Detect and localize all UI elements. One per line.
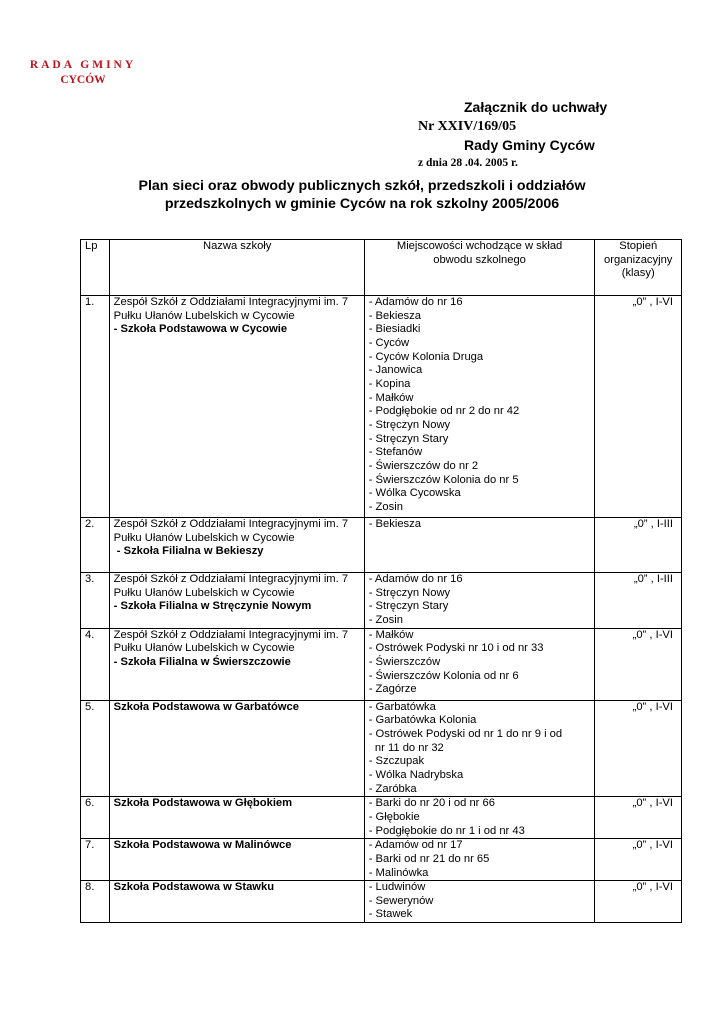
header-school-name: Nazwa szkoły: [109, 240, 364, 296]
locality-item: - Ostrówek Podyski nr 10 i od nr 33: [368, 642, 544, 655]
row-school-name: [109, 881, 364, 923]
row-lp: 2.: [81, 518, 110, 573]
school-name-bold: Szkoła Podstawowa w Głębokiem: [113, 797, 293, 810]
locality-item: - Bekiesza: [368, 309, 421, 322]
header-degree: [595, 240, 682, 296]
locality-item: - Głębokie: [368, 810, 420, 823]
locality-item: - Adamów od nr 17: [368, 839, 463, 852]
school-name-bold: Szkoła Podstawowa w Malinówce: [113, 839, 292, 852]
locality-item: - Małków: [368, 628, 414, 641]
annex-title: Załącznik do uchwały: [464, 99, 608, 115]
row-localities: [364, 839, 595, 881]
document-title-line-2: przedszkolnych w gminie Cyców na rok szkolny 2005/2006: [164, 196, 560, 212]
locality-item: - Podgłębokie do nr 1 i od nr 43: [368, 824, 525, 837]
locality-item: - Bekiesza: [368, 518, 421, 530]
locality-item: - Barki od nr 21 do nr 65: [368, 852, 490, 865]
locality-item: - Zagórze: [368, 683, 417, 696]
locality-item: - Szczupak: [368, 755, 425, 768]
school-name-line: Pułku Ułanów Lubelskich w Cycowie: [113, 586, 295, 599]
row-degree: „0” , I-VI: [595, 628, 682, 700]
row-degree: „0” , I-VI: [595, 881, 682, 923]
letterhead: [28, 58, 138, 88]
locality-item: - Janowica: [368, 364, 423, 377]
school-name-bold: - Szkoła Filialna w Bekieszy: [113, 545, 264, 558]
row-school-name: [109, 628, 364, 700]
table-row: [81, 700, 682, 797]
table-row: [81, 839, 682, 881]
header-localities: [364, 240, 595, 296]
locality-item: - Świerszczów: [368, 655, 441, 668]
school-name-bold: Szkoła Podstawowa w Stawku: [113, 881, 275, 894]
row-school-name: [109, 573, 364, 629]
school-name-line: Pułku Ułanów Lubelskich w Cycowie: [113, 642, 295, 655]
school-name-line: Zespół Szkół z Oddziałami Integracyjnymi im. 7: [113, 628, 349, 641]
locality-item: - Garbatówka Kolonia: [368, 714, 477, 727]
locality-item: nr 11 do nr 32: [368, 741, 444, 754]
header-degree-text: Stopień organizacyjny (klasy): [604, 240, 673, 280]
table-row: [81, 518, 682, 573]
council-name: Rady Gminy Cyców: [464, 137, 595, 153]
locality-item: - Cyców: [368, 336, 410, 349]
row-lp: 4.: [81, 628, 110, 700]
row-localities: [364, 797, 595, 839]
row-localities: [364, 700, 595, 797]
row-school-name: [109, 700, 364, 797]
locality-item: - Ludwinów: [368, 881, 426, 894]
school-name-bold: - Szkoła Filialna w Stręczynie Nowym: [113, 600, 312, 613]
row-localities: [364, 573, 595, 629]
letterhead-municipality: CYCÓW: [60, 74, 106, 86]
school-name-bold: - Szkoła Filialna w Świerszczowie: [113, 655, 291, 668]
locality-item: - Adamów do nr 16: [368, 296, 463, 308]
row-degree: „0” , I-VI: [595, 296, 682, 518]
locality-item: - Wólka Nadrybska: [368, 768, 464, 781]
locality-item: - Barki do nr 20 i od nr 66: [368, 797, 495, 810]
locality-item: - Adamów do nr 16: [368, 573, 463, 585]
locality-item: - Stręczyn Stary: [368, 432, 449, 445]
locality-item: - Świerszczów Kolonia do nr 5: [368, 473, 519, 486]
row-lp: 8.: [81, 881, 110, 923]
document-title-line-1: Plan sieci oraz obwody publicznych szkół, przedszkoli i oddziałów: [138, 178, 586, 194]
row-degree: „0” , I-VI: [595, 797, 682, 839]
locality-item: - Stręczyn Stary: [368, 600, 449, 613]
locality-item: - Stręczyn Nowy: [368, 418, 451, 431]
letterhead-council: RADA GMINY: [29, 59, 137, 71]
school-name-line: Zespół Szkół z Oddziałami Integracyjnymi im. 7: [113, 518, 349, 530]
school-network-table: [80, 239, 682, 923]
row-lp: 5.: [81, 700, 110, 797]
row-localities: [364, 296, 595, 518]
locality-item: - Podgłębokie od nr 2 do nr 42: [368, 405, 520, 418]
annex-header: [418, 98, 638, 172]
document-title: [80, 177, 644, 213]
locality-item: - Biesiadki: [368, 323, 421, 336]
locality-item: - Zosin: [368, 500, 403, 513]
resolution-number: Nr XXIV/169/05: [418, 119, 517, 134]
locality-item: - Garbatówka: [368, 700, 436, 713]
locality-item: - Stręczyn Nowy: [368, 586, 451, 599]
table-row: [81, 797, 682, 839]
locality-item: - Zaróbka: [368, 782, 417, 795]
header-localities-text: Miejscowości wchodzące w skład obwodu szkolnego: [396, 240, 563, 266]
table-row: [81, 296, 682, 518]
table-row: [81, 628, 682, 700]
row-school-name: [109, 518, 364, 573]
row-localities: [364, 518, 595, 573]
locality-item: - Ostrówek Podyski od nr 1 do nr 9 i od: [368, 727, 563, 740]
resolution-date: z dnia 28 .04. 2005 r.: [418, 157, 518, 169]
school-name-bold: Szkoła Podstawowa w Garbatówce: [113, 700, 299, 713]
row-degree: „0” , I-VI: [595, 700, 682, 797]
locality-item: - Kopina: [368, 377, 411, 390]
locality-item: - Wólka Cycowska: [368, 487, 461, 500]
locality-item: - Stefanów: [368, 446, 423, 459]
school-name-bold: - Szkoła Podstawowa w Cycowie: [113, 323, 288, 336]
locality-item: - Cyców Kolonia Druga: [368, 350, 484, 363]
row-lp: 6.: [81, 797, 110, 839]
locality-item: - Sewerynów: [368, 894, 434, 907]
row-lp: 3.: [81, 573, 110, 629]
row-degree: „0” , I-III: [595, 518, 682, 573]
row-school-name: [109, 839, 364, 881]
table-header-row: [81, 240, 682, 296]
school-name-line: Zespół Szkół z Oddziałami Integracyjnymi im. 7: [113, 296, 349, 308]
row-degree: „0” , I-III: [595, 573, 682, 629]
row-school-name: [109, 296, 364, 518]
locality-item: - Małków: [368, 391, 414, 404]
locality-item: - Świerszczów Kolonia od nr 6: [368, 669, 519, 682]
locality-item: - Stawek: [368, 908, 413, 921]
header-lp: Lp: [81, 240, 110, 296]
locality-item: - Zosin: [368, 613, 403, 626]
school-name-line: Zespół Szkół z Oddziałami Integracyjnymi im. 7: [113, 573, 349, 585]
row-localities: [364, 881, 595, 923]
table-row: [81, 881, 682, 923]
row-localities: [364, 628, 595, 700]
row-school-name: [109, 797, 364, 839]
school-name-line: Pułku Ułanów Lubelskich w Cycowie: [113, 531, 295, 544]
locality-item: - Świerszczów do nr 2: [368, 459, 479, 472]
school-name-line: Pułku Ułanów Lubelskich w Cycowie: [113, 309, 295, 322]
row-degree: „0” , I-VI: [595, 839, 682, 881]
row-lp: 7.: [81, 839, 110, 881]
locality-item: - Malinówka: [368, 866, 429, 879]
row-lp: 1.: [81, 296, 110, 518]
table-row: [81, 573, 682, 629]
